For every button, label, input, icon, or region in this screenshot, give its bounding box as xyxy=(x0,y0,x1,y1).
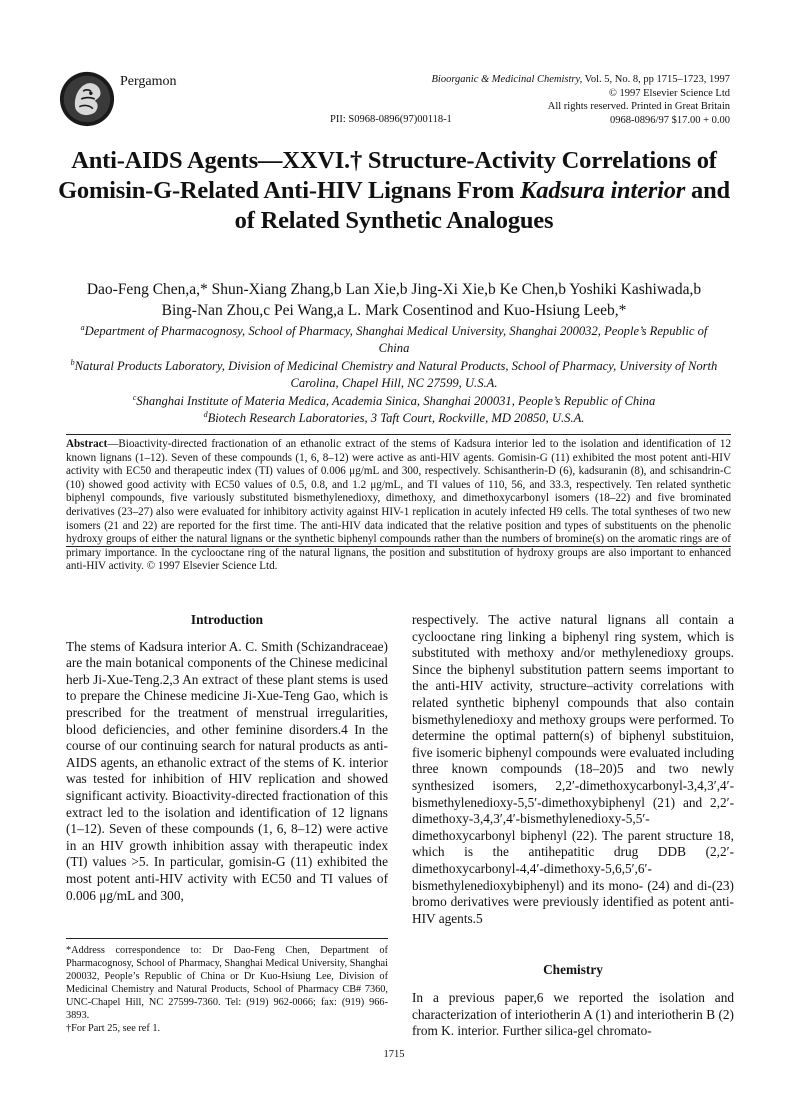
rights-line: All rights reserved. Printed in Great Britain xyxy=(547,101,730,113)
left-column xyxy=(66,612,388,904)
title-part1: Anti-AIDS Agents—XXVI.† Structure-Activity Correlations of Gomisin-G-Related Anti-HIV Lignans From xyxy=(58,147,717,204)
author-line-2: Bing-Nan Zhou,c Pei Wang,a L. Mark Cosentinod and Kuo-Hsiung Leeb,* xyxy=(161,302,627,319)
introduction-paragraph-2: respectively. The active natural lignans all contain a cyclooctane ring linking a biphenyl ring system, which is substituted with methoxy and/or methylenedioxy groups. Since the biphenyl substitution pattern seems important to the anti-HIV activity, structure–activity correlations with related synthetic biphenyl compounds that also contain bismethylenedioxy and methoxy groups were performed. To determine the optimal pattern(s) of biphenyl substituion, five isomeric biphenyl compounds were evaluated including three known compounds (18–20)5 and two newly synthesized isomers, 2,2′-dimethoxycarbonyl-3,4,3′,4′-bismethylenedioxy-5,5′-dimethoxybiphenyl (21) and 2,2′-dimethoxy-3,4,3′,4′-bismethylenedioxy-5,5′-dimethoxycarbonyl biphenyl (22). The parent structure 18, which is the antihepatitic drug DDB (2,2′-dimethoxycarbonyl-4,4′-dimethoxy-5,6,5′,6′-bismethylenedioxybiphenyl) and its mono- (24) and di-(23) bromo derivatives were previously identified as potent anti-HIV agents.5 xyxy=(412,612,734,926)
journal-name: Bioorganic & Medicinal Chemistry, xyxy=(431,74,583,85)
correspondence-footnote: *Address correspondence to: Dr Dao-Feng Chen, Department of Pharmacognosy, School of Pharmacy, Shanghai Medical University, Shanghai 200032, People’s Republic of China or Dr Kuo-Hsiung Lee, Division of Medicinal Chemistry and Natural Products, School of Pharmacy CB# 7360, UNC-Chapel Hill, NC 27599-7360. Tel: (919) 962-0066; fax: (919) 966-3893. xyxy=(66,945,388,1021)
abstract-bottom-rule xyxy=(66,546,731,547)
abstract-top-rule xyxy=(66,434,731,435)
volume-info: Vol. 5, No. 8, pp 1715–1723, 1997 xyxy=(582,74,730,85)
title-part2: and of Related Synthetic Analogues xyxy=(234,177,730,234)
footnotes xyxy=(66,944,388,1035)
issn-price: 0968-0896/97 $17.00 + 0.00 xyxy=(610,114,730,126)
affiliation-a: $^a$Department of Pharmacognosy, School of Pharmacy, Shanghai Medical University, Shanghai 200032, People’s Republic of China xyxy=(80,322,708,356)
affiliation-d: $^d$Biotech Research Laboratories, 3 Taft Court, Rockville, MD 20850, U.S.A. xyxy=(203,409,585,426)
article-title xyxy=(50,146,738,236)
title-species: Kadsura interior xyxy=(520,177,686,204)
right-column xyxy=(412,612,734,927)
footnote-rule xyxy=(66,938,388,939)
introduction-paragraph-1: The stems of Kadsura interior A. C. Smith (Schizandraceae) are the main botanical components of the Chinese medicinal herb Ji-Xue-Teng.2,3 An extract of these plant stems is used to prepare the Chinese medicine Ji-Xue-Teng Gao, which is prescribed for the treatment of menstrual irregularities, blood deficiencies, and other feminine disorders.4 In the course of our continuing search for natural products as anti-AIDS agents, an ethanolic extract of the stems of K. interior was tested for inhibition of HIV replication and showed significant activity. Bioactivity-directed fractionation of this extract led to the isolation and identification of 12 lignans (1–12). Seven of these compounds (1, 6, 8–12) were active in an HIV growth inhibition assay with therapeutic index (TI) values >5. In particular, gomisin-G (11) exhibited the most potent anti-HIV activity with EC50 and TI values of 0.006 μg/mL and 300, xyxy=(66,638,388,903)
chemistry-heading: Chemistry xyxy=(543,962,603,977)
affiliation-b: $^b$Natural Products Laboratory, Division of Medicinal Chemistry and Natural Products, School of Pharmacy, University of North Carolina, Chapel Hill, NC 27599, U.S.A. xyxy=(70,357,718,391)
abstract xyxy=(66,438,731,574)
page-number: 1715 xyxy=(383,1049,405,1060)
chemistry-paragraph: In a previous paper,6 we reported the isolation and characterization of interiotherin A (1) and interiotherin B (2) from K. interior. Further silica-gel chromato- xyxy=(412,990,734,1039)
copyright-line: © 1997 Elsevier Science Ltd xyxy=(608,87,730,99)
introduction-heading: Introduction xyxy=(190,612,264,627)
abstract-text: —Bioactivity-directed fractionation of an ethanolic extract of the stems of Kadsura interior led to the isolation and identification of 12 known lignans (1–12). Seven of these compounds (1, 6, 8–12) were active as anti-HIV agents. Gomisin-G (11) exhibited the most potent anti-HIV activity with EC50 and therapeutic index (TI) values of 0.006 μg/mL and 300, respectively. Schisantherin-D (6), kadsuranin (8), and schisandrin-C (10) showed good activity with EC50 values of 0.5, 0.8, and 1.2 μg/mL, and TI values of 110, 56, and 33.3, respectively. Ten related synthetic biphenyl compounds, five variously substituted bismethylenedioxy, dimethoxy, and dimethoxycarbonyl isomers (18–22) and five brominated derivatives (23–27) also were evaluated for inhibitory activity against HIV-1 replication in acutely infected H9 cells. The total syntheses of two new isomers (21 and 22) are reported for the first time. The anti-HIV data indicated that the relative position and types of substituents on the phenolic hydroxy groups of either the natural lignans or the synthetic biphenyl compounds rather than the numbers of bromine(s) on the aromatic rings are of primary importance. In the cyclooctane ring of the natural lignans, the position and substitution of hydroxy groups are also important to enhanced anti-HIV activity. © 1997 Elsevier Science Ltd. xyxy=(66,438,731,573)
author-list xyxy=(40,279,748,321)
part-footnote: †For Part 25, see ref 1. xyxy=(66,1023,161,1034)
pii-identifier: PII: S0968-0896(97)00118-1 xyxy=(330,114,452,125)
publisher-name: Pergamon xyxy=(120,74,177,89)
affiliation-c: $^c$Shanghai Institute of Materia Medica, Academia Sinica, Shanghai 200031, People’s Republic of China xyxy=(132,392,656,408)
affiliation-list xyxy=(70,323,718,427)
abstract-label: Abstract xyxy=(66,438,108,450)
pergamon-logo xyxy=(58,70,116,128)
author-line-1: Dao-Feng Chen,a,* Shun-Xiang Zhang,b Lan Xie,b Jing-Xi Xie,b Ke Chen,b Yoshiki Kashiwada,b xyxy=(86,281,702,298)
